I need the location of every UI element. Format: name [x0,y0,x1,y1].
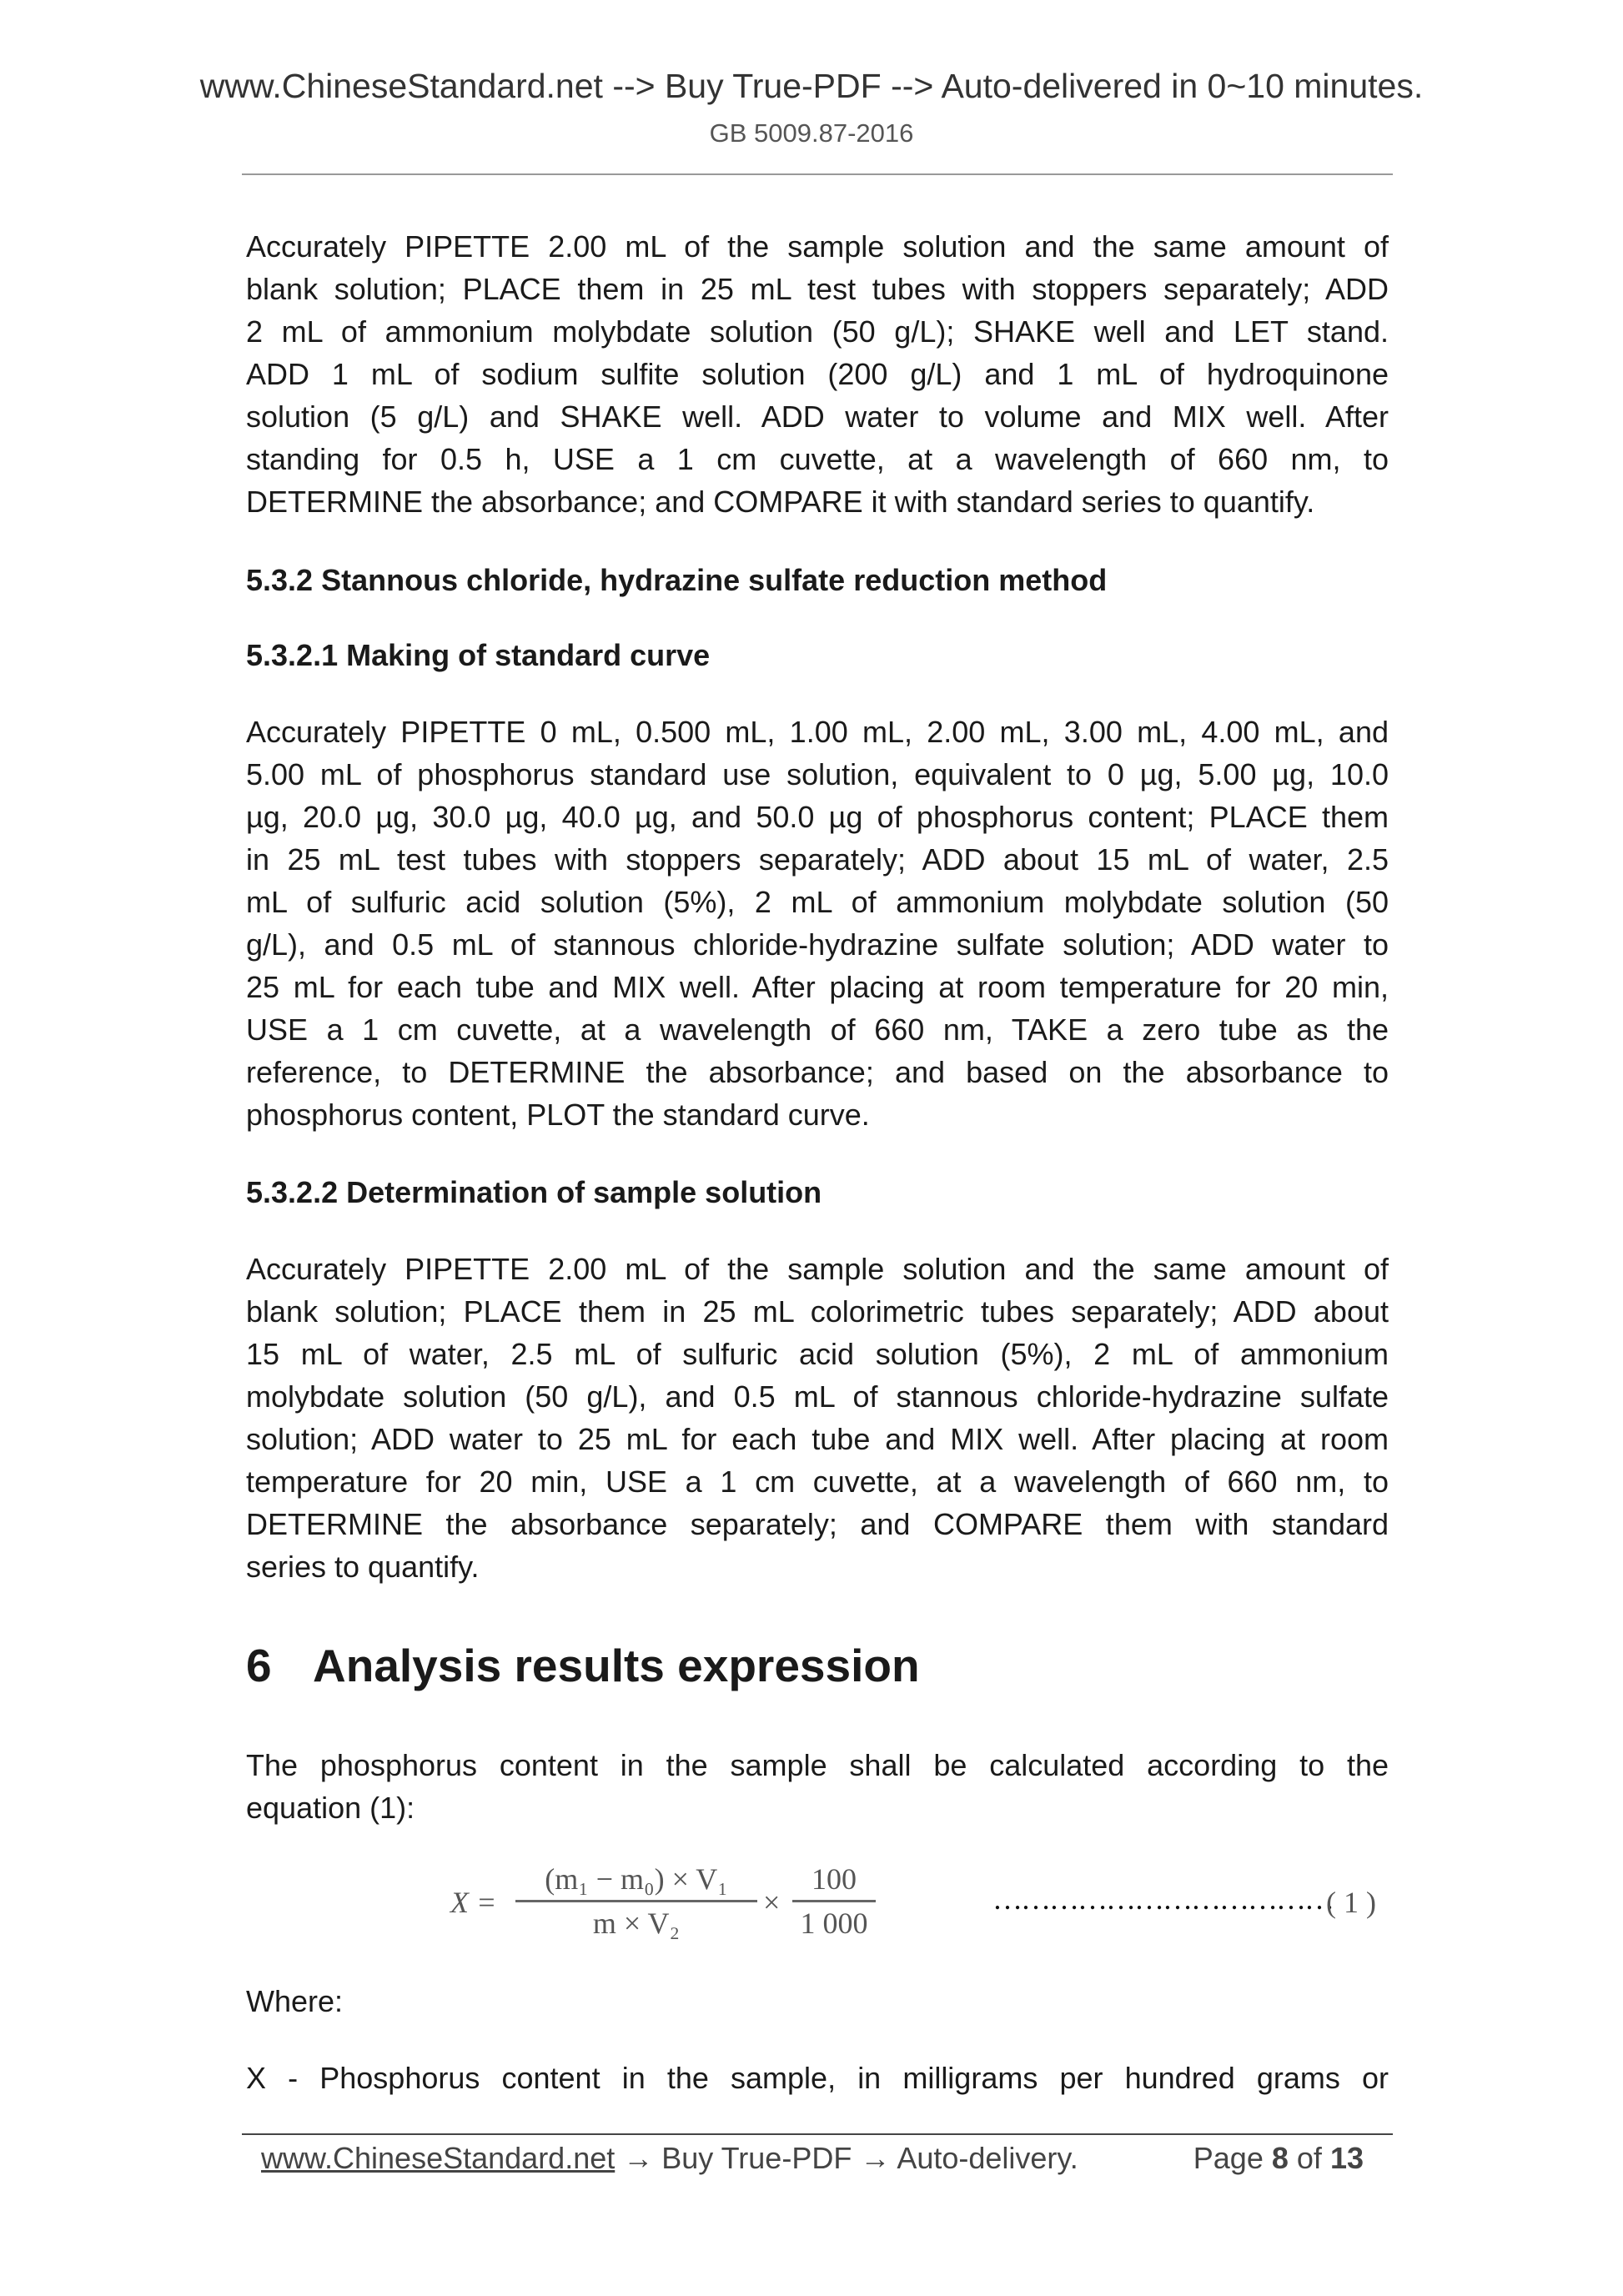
text-line: reference, to DETERMINE the absorbance; and based on the absorbance to [246,1055,1389,1089]
header-divider [242,173,1393,175]
document-id: GB 5009.87-2016 [709,118,914,148]
heading-5-3-2: 5.3.2 Stannous chloride, hydrazine sulfate reduction method [246,563,1108,597]
text-line: DETERMINE the absorbance; and COMPARE it with standard series to quantify. [246,485,1315,519]
equation-lhs: X = [450,1886,497,1919]
text-line: in 25 mL test tubes with stoppers separately; ADD about 15 mL of water, 2.5 [246,842,1389,877]
text-line: temperature for 20 min, USE a 1 cm cuvette, at a wavelength of 660 nm, to [246,1465,1389,1499]
text-line: Accurately PIPETTE 0 mL, 0.500 mL, 1.00 mL, 2.00 mL, 3.00 mL, 4.00 mL, and [246,715,1389,749]
text-line: 25 mL for each tube and MIX well. After placing at room temperature for 20 min, [246,970,1389,1004]
paragraph-standard-curve [246,711,1389,1136]
equation-number: ( 1 ) [1326,1886,1376,1919]
text-line: blank solution; PLACE them in 25 mL colorimetric tubes separately; ADD about [246,1294,1389,1329]
text-line: Where: [246,1984,344,2018]
paragraph-equation-intro [246,1744,1389,1829]
text-line: solution (5 g/L) and SHAKE well. ADD water to volume and MIX well. After [246,399,1389,434]
footer-text: → Buy True-PDF → Auto-delivery. [615,2141,1078,2175]
text-line: g/L), and 0.5 mL of stannous chloride-hydrazine sulfate solution; ADD water to [246,927,1389,962]
current-page: 8 [1271,2141,1289,2175]
numerator: (m₁ − m₀) × V₁ [515,1861,757,1902]
denominator: m × V₂ [592,1907,681,1940]
of-label: of [1296,2141,1322,2175]
footer-divider [242,2133,1393,2135]
text-line: solution; ADD water to 25 mL for each tube and MIX well. After placing at room [246,1422,1389,1456]
page-label: Page [1193,2141,1264,2175]
text-line: blank solution; PLACE them in 25 mL test tubes with stoppers separately; ADD [246,272,1389,306]
text-line: µg, 20.0 µg, 30.0 µg, 40.0 µg, and 50.0 µg of phosphorus content; PLACE them [246,800,1389,834]
times-sign: × [763,1886,781,1919]
paragraph-where [246,1980,1389,2022]
text-line: equation (1): [246,1791,415,1825]
text-line: molybdate solution (50 g/L), and 0.5 mL of stannous chloride-hydrazine sulfate [246,1379,1389,1414]
equation-fraction-2 [792,1861,876,1941]
text-line: USE a 1 cm cuvette, at a wavelength of 660 nm, TAKE a zero tube as the [246,1012,1389,1047]
paragraph-sample-solution [246,1248,1389,1588]
text-line: series to quantify. [246,1550,480,1584]
heading-section-6 [246,1636,920,1695]
section-number: 6 [246,1640,272,1691]
equation-leader-dots: ……………………………… [992,1882,1333,1916]
total-pages: 13 [1329,2141,1364,2175]
text-line: Accurately PIPETTE 2.00 mL of the sample solution and the same amount of [246,229,1389,264]
text-line: 15 mL of water, 2.5 mL of sulfuric acid solution (5%), 2 mL of ammonium [246,1337,1389,1371]
equation-fraction-1 [515,1861,757,1941]
footer-link[interactable]: www.ChineseStandard.net [261,2141,616,2175]
text-line: phosphorus content, PLOT the standard curve. [246,1098,870,1132]
heading-5-3-2-2: 5.3.2.2 Determination of sample solution [246,1175,822,1209]
heading-5-3-2-1: 5.3.2.1 Making of standard curve [246,638,711,672]
text-line: standing for 0.5 h, USE a 1 cm cuvette, at a wavelength of 660 nm, to [246,442,1389,476]
equation-1 [450,1861,1393,1945]
page-indicator [1193,2138,1364,2179]
paragraph-variable-x [246,2057,1389,2099]
text-line: mL of sulfuric acid solution (5%), 2 mL of ammonium molybdate solution (50 [246,885,1389,919]
section-title: Analysis results expression [313,1640,920,1691]
text-line: 2 mL of ammonium molybdate solution (50 g/L); SHAKE well and LET stand. [246,314,1389,349]
text-line: DETERMINE the absorbance separately; and COMPARE them with standard [246,1507,1389,1541]
text-line: ADD 1 mL of sodium sulfite solution (200 g/L) and 1 mL of hydroquinone [246,357,1389,391]
footer [261,2138,1379,2179]
denominator: 1 000 [800,1907,868,1940]
text-line: 5.00 mL of phosphorus standard use solution, equivalent to 0 µg, 5.00 µg, 10.0 [246,757,1389,791]
text-line: The phosphorus content in the sample shall be calculated according to the [246,1748,1389,1782]
text-line: Accurately PIPETTE 2.00 mL of the sample solution and the same amount of [246,1252,1389,1286]
header-banner: www.ChineseStandard.net --> Buy True-PDF --> Auto-delivered in 0~10 minutes. [199,67,1424,105]
numerator: 100 [792,1861,876,1902]
text-line: X - Phosphorus content in the sample, in milligrams per hundred grams or [246,2061,1389,2095]
paragraph-sample-determination [246,225,1389,523]
